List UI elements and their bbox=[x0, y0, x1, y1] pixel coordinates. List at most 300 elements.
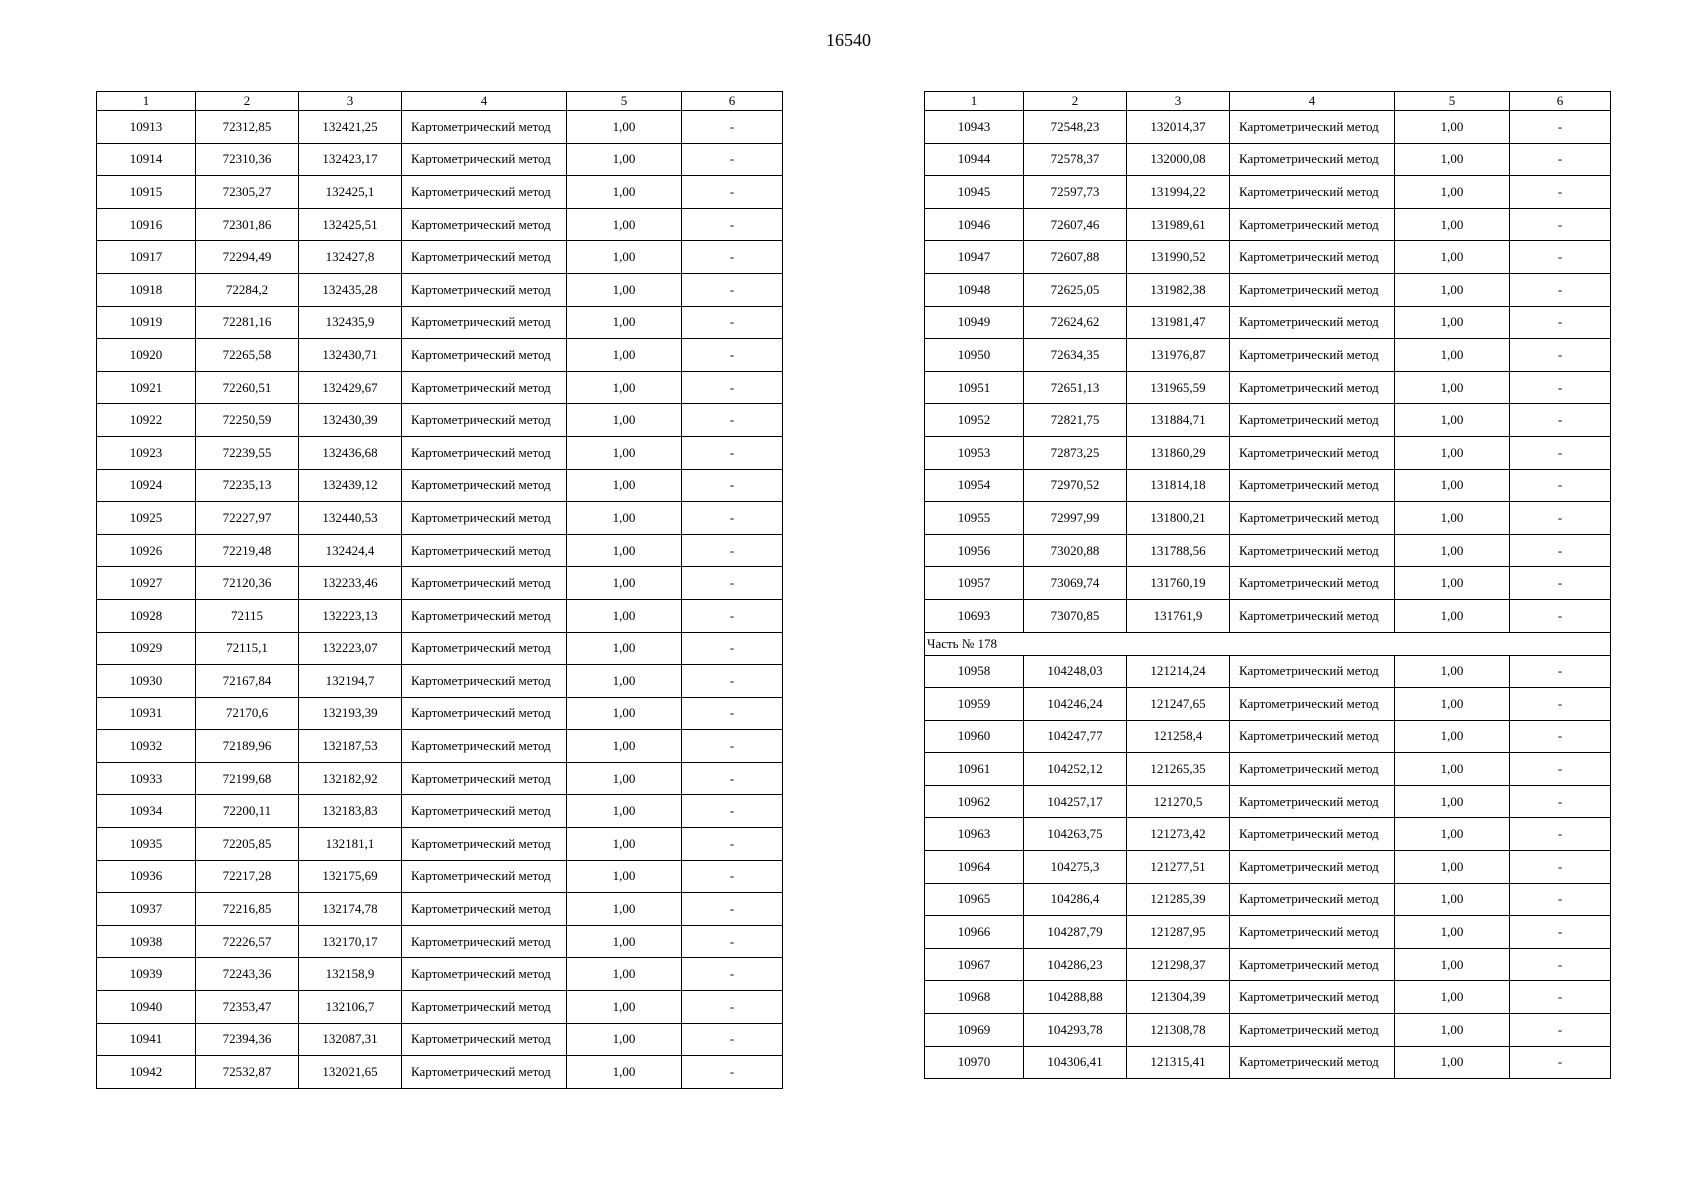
point-number-cell: 10933 bbox=[97, 762, 196, 795]
table-row bbox=[925, 883, 1611, 916]
accuracy-cell: 1,00 bbox=[567, 958, 682, 991]
x-coordinate-cell: 104248,03 bbox=[1024, 655, 1127, 688]
table-row bbox=[97, 371, 783, 404]
method-cell: Картометрический метод bbox=[1230, 981, 1395, 1014]
description-cell: - bbox=[1510, 436, 1611, 469]
table-row bbox=[97, 1023, 783, 1056]
table-row bbox=[97, 795, 783, 828]
accuracy-cell: 1,00 bbox=[1395, 753, 1510, 786]
point-number-cell: 10918 bbox=[97, 273, 196, 306]
x-coordinate-cell: 72189,96 bbox=[196, 730, 299, 763]
x-coordinate-cell: 104287,79 bbox=[1024, 916, 1127, 949]
y-coordinate-cell: 132014,37 bbox=[1127, 111, 1230, 144]
table-row bbox=[925, 436, 1611, 469]
table-row bbox=[925, 176, 1611, 209]
method-cell: Картометрический метод bbox=[1230, 567, 1395, 600]
y-coordinate-cell: 131989,61 bbox=[1127, 208, 1230, 241]
y-coordinate-cell: 131860,29 bbox=[1127, 436, 1230, 469]
y-coordinate-cell: 132421,25 bbox=[299, 111, 402, 144]
x-coordinate-cell: 72310,36 bbox=[196, 143, 299, 176]
point-number-cell: 10914 bbox=[97, 143, 196, 176]
method-cell: Картометрический метод bbox=[402, 1023, 567, 1056]
point-number-cell: 10946 bbox=[925, 208, 1024, 241]
y-coordinate-cell: 132435,28 bbox=[299, 273, 402, 306]
method-cell: Картометрический метод bbox=[1230, 404, 1395, 437]
description-cell: - bbox=[682, 339, 783, 372]
x-coordinate-cell: 73069,74 bbox=[1024, 567, 1127, 600]
accuracy-cell: 1,00 bbox=[1395, 143, 1510, 176]
table-row bbox=[97, 502, 783, 535]
point-number-cell: 10939 bbox=[97, 958, 196, 991]
header-cell: 6 bbox=[682, 92, 783, 111]
y-coordinate-cell: 121247,65 bbox=[1127, 688, 1230, 721]
accuracy-cell: 1,00 bbox=[1395, 720, 1510, 753]
y-coordinate-cell: 132435,9 bbox=[299, 306, 402, 339]
y-coordinate-cell: 132158,9 bbox=[299, 958, 402, 991]
y-coordinate-cell: 132424,4 bbox=[299, 534, 402, 567]
method-cell: Картометрический метод bbox=[1230, 241, 1395, 274]
x-coordinate-cell: 72532,87 bbox=[196, 1056, 299, 1089]
point-number-cell: 10960 bbox=[925, 720, 1024, 753]
description-cell: - bbox=[682, 567, 783, 600]
description-cell: - bbox=[682, 795, 783, 828]
table-row bbox=[925, 567, 1611, 600]
table-row bbox=[925, 273, 1611, 306]
x-coordinate-cell: 72548,23 bbox=[1024, 111, 1127, 144]
y-coordinate-cell: 121287,95 bbox=[1127, 916, 1230, 949]
x-coordinate-cell: 72216,85 bbox=[196, 893, 299, 926]
y-coordinate-cell: 121258,4 bbox=[1127, 720, 1230, 753]
y-coordinate-cell: 132223,07 bbox=[299, 632, 402, 665]
point-number-cell: 10929 bbox=[97, 632, 196, 665]
description-cell: - bbox=[1510, 688, 1611, 721]
x-coordinate-cell: 72227,97 bbox=[196, 502, 299, 535]
y-coordinate-cell: 132182,92 bbox=[299, 762, 402, 795]
y-coordinate-cell: 132425,1 bbox=[299, 176, 402, 209]
accuracy-cell: 1,00 bbox=[567, 860, 682, 893]
point-number-cell: 10959 bbox=[925, 688, 1024, 721]
method-cell: Картометрический метод bbox=[402, 762, 567, 795]
description-cell: - bbox=[1510, 1014, 1611, 1047]
method-cell: Картометрический метод bbox=[1230, 436, 1395, 469]
x-coordinate-cell: 73020,88 bbox=[1024, 534, 1127, 567]
method-cell: Картометрический метод bbox=[402, 860, 567, 893]
table-row bbox=[97, 762, 783, 795]
x-coordinate-cell: 104286,4 bbox=[1024, 883, 1127, 916]
description-cell: - bbox=[682, 665, 783, 698]
accuracy-cell: 1,00 bbox=[1395, 241, 1510, 274]
method-cell: Картометрический метод bbox=[402, 339, 567, 372]
description-cell: - bbox=[682, 860, 783, 893]
page-number: 16540 bbox=[826, 30, 871, 50]
method-cell: Картометрический метод bbox=[1230, 916, 1395, 949]
y-coordinate-cell: 121277,51 bbox=[1127, 851, 1230, 884]
x-coordinate-cell: 72394,36 bbox=[196, 1023, 299, 1056]
y-coordinate-cell: 131982,38 bbox=[1127, 273, 1230, 306]
header-cell: 1 bbox=[925, 92, 1024, 111]
point-number-cell: 10958 bbox=[925, 655, 1024, 688]
point-number-cell: 10968 bbox=[925, 981, 1024, 1014]
point-number-cell: 10948 bbox=[925, 273, 1024, 306]
table-row bbox=[97, 925, 783, 958]
method-cell: Картометрический метод bbox=[402, 893, 567, 926]
description-cell: - bbox=[682, 534, 783, 567]
header-cell: 2 bbox=[196, 92, 299, 111]
method-cell: Картометрический метод bbox=[402, 241, 567, 274]
x-coordinate-cell: 72243,36 bbox=[196, 958, 299, 991]
method-cell: Картометрический метод bbox=[402, 567, 567, 600]
description-cell: - bbox=[1510, 818, 1611, 851]
accuracy-cell: 1,00 bbox=[1395, 306, 1510, 339]
description-cell: - bbox=[682, 502, 783, 535]
y-coordinate-cell: 132436,68 bbox=[299, 436, 402, 469]
method-cell: Картометрический метод bbox=[402, 404, 567, 437]
accuracy-cell: 1,00 bbox=[1395, 176, 1510, 209]
point-number-cell: 10916 bbox=[97, 208, 196, 241]
y-coordinate-cell: 132175,69 bbox=[299, 860, 402, 893]
table-row bbox=[97, 991, 783, 1024]
accuracy-cell: 1,00 bbox=[1395, 655, 1510, 688]
x-coordinate-cell: 72205,85 bbox=[196, 828, 299, 861]
table-row bbox=[97, 111, 783, 144]
accuracy-cell: 1,00 bbox=[1395, 981, 1510, 1014]
point-number-cell: 10934 bbox=[97, 795, 196, 828]
description-cell: - bbox=[1510, 306, 1611, 339]
y-coordinate-cell: 132174,78 bbox=[299, 893, 402, 926]
point-number-cell: 10950 bbox=[925, 339, 1024, 372]
method-cell: Картометрический метод bbox=[1230, 720, 1395, 753]
y-coordinate-cell: 121308,78 bbox=[1127, 1014, 1230, 1047]
y-coordinate-cell: 132193,39 bbox=[299, 697, 402, 730]
table-row bbox=[97, 632, 783, 665]
x-coordinate-cell: 72970,52 bbox=[1024, 469, 1127, 502]
table-row bbox=[925, 208, 1611, 241]
point-number-cell: 10970 bbox=[925, 1046, 1024, 1079]
x-coordinate-cell: 104288,88 bbox=[1024, 981, 1127, 1014]
table-row bbox=[925, 469, 1611, 502]
y-coordinate-cell: 131788,56 bbox=[1127, 534, 1230, 567]
description-cell: - bbox=[1510, 534, 1611, 567]
point-number-cell: 10919 bbox=[97, 306, 196, 339]
y-coordinate-cell: 132183,83 bbox=[299, 795, 402, 828]
table-row bbox=[97, 893, 783, 926]
y-coordinate-cell: 121304,39 bbox=[1127, 981, 1230, 1014]
y-coordinate-cell: 132429,67 bbox=[299, 371, 402, 404]
y-coordinate-cell: 131990,52 bbox=[1127, 241, 1230, 274]
description-cell: - bbox=[682, 306, 783, 339]
x-coordinate-cell: 72281,16 bbox=[196, 306, 299, 339]
y-coordinate-cell: 132087,31 bbox=[299, 1023, 402, 1056]
accuracy-cell: 1,00 bbox=[1395, 883, 1510, 916]
description-cell: - bbox=[682, 371, 783, 404]
header-row bbox=[925, 92, 1611, 111]
x-coordinate-cell: 72294,49 bbox=[196, 241, 299, 274]
part-row bbox=[925, 632, 1611, 655]
table-row bbox=[97, 1056, 783, 1089]
accuracy-cell: 1,00 bbox=[1395, 785, 1510, 818]
point-number-cell: 10940 bbox=[97, 991, 196, 1024]
accuracy-cell: 1,00 bbox=[1395, 534, 1510, 567]
table-row bbox=[97, 404, 783, 437]
y-coordinate-cell: 131800,21 bbox=[1127, 502, 1230, 535]
table-row bbox=[97, 567, 783, 600]
x-coordinate-cell: 72353,47 bbox=[196, 991, 299, 1024]
y-coordinate-cell: 132440,53 bbox=[299, 502, 402, 535]
method-cell: Картометрический метод bbox=[1230, 688, 1395, 721]
method-cell: Картометрический метод bbox=[1230, 273, 1395, 306]
method-cell: Картометрический метод bbox=[402, 111, 567, 144]
point-number-cell: 10920 bbox=[97, 339, 196, 372]
description-cell: - bbox=[682, 469, 783, 502]
description-cell: - bbox=[682, 762, 783, 795]
header-cell: 1 bbox=[97, 92, 196, 111]
x-coordinate-cell: 72167,84 bbox=[196, 665, 299, 698]
description-cell: - bbox=[1510, 916, 1611, 949]
accuracy-cell: 1,00 bbox=[567, 1023, 682, 1056]
point-number-cell: 10937 bbox=[97, 893, 196, 926]
x-coordinate-cell: 104286,23 bbox=[1024, 948, 1127, 981]
point-number-cell: 10941 bbox=[97, 1023, 196, 1056]
table-row bbox=[925, 688, 1611, 721]
method-cell: Картометрический метод bbox=[402, 1056, 567, 1089]
point-number-cell: 10938 bbox=[97, 925, 196, 958]
x-coordinate-cell: 72312,85 bbox=[196, 111, 299, 144]
method-cell: Картометрический метод bbox=[1230, 1046, 1395, 1079]
header-cell: 6 bbox=[1510, 92, 1611, 111]
method-cell: Картометрический метод bbox=[1230, 502, 1395, 535]
accuracy-cell: 1,00 bbox=[1395, 273, 1510, 306]
method-cell: Картометрический метод bbox=[402, 502, 567, 535]
accuracy-cell: 1,00 bbox=[567, 665, 682, 698]
accuracy-cell: 1,00 bbox=[567, 893, 682, 926]
table-row bbox=[925, 371, 1611, 404]
x-coordinate-cell: 104275,3 bbox=[1024, 851, 1127, 884]
y-coordinate-cell: 132187,53 bbox=[299, 730, 402, 763]
table-row bbox=[925, 599, 1611, 632]
table-row bbox=[97, 665, 783, 698]
y-coordinate-cell: 121270,5 bbox=[1127, 785, 1230, 818]
x-coordinate-cell: 73070,85 bbox=[1024, 599, 1127, 632]
header-cell: 5 bbox=[567, 92, 682, 111]
description-cell: - bbox=[1510, 883, 1611, 916]
point-number-cell: 10951 bbox=[925, 371, 1024, 404]
y-coordinate-cell: 132233,46 bbox=[299, 567, 402, 600]
accuracy-cell: 1,00 bbox=[567, 1056, 682, 1089]
accuracy-cell: 1,00 bbox=[567, 925, 682, 958]
x-coordinate-cell: 72170,6 bbox=[196, 697, 299, 730]
point-number-cell: 10952 bbox=[925, 404, 1024, 437]
description-cell: - bbox=[1510, 143, 1611, 176]
accuracy-cell: 1,00 bbox=[567, 143, 682, 176]
y-coordinate-cell: 132430,71 bbox=[299, 339, 402, 372]
x-coordinate-cell: 104306,41 bbox=[1024, 1046, 1127, 1079]
accuracy-cell: 1,00 bbox=[1395, 502, 1510, 535]
point-number-cell: 10945 bbox=[925, 176, 1024, 209]
description-cell: - bbox=[682, 176, 783, 209]
table-row bbox=[97, 730, 783, 763]
x-coordinate-cell: 72250,59 bbox=[196, 404, 299, 437]
point-number-cell: 10930 bbox=[97, 665, 196, 698]
accuracy-cell: 1,00 bbox=[567, 208, 682, 241]
method-cell: Картометрический метод bbox=[1230, 655, 1395, 688]
accuracy-cell: 1,00 bbox=[567, 339, 682, 372]
accuracy-cell: 1,00 bbox=[1395, 1014, 1510, 1047]
y-coordinate-cell: 121214,24 bbox=[1127, 655, 1230, 688]
y-coordinate-cell: 121298,37 bbox=[1127, 948, 1230, 981]
point-number-cell: 10924 bbox=[97, 469, 196, 502]
method-cell: Картометрический метод bbox=[1230, 883, 1395, 916]
x-coordinate-cell: 72873,25 bbox=[1024, 436, 1127, 469]
point-number-cell: 10953 bbox=[925, 436, 1024, 469]
description-cell: - bbox=[682, 991, 783, 1024]
point-number-cell: 10935 bbox=[97, 828, 196, 861]
accuracy-cell: 1,00 bbox=[1395, 208, 1510, 241]
accuracy-cell: 1,00 bbox=[567, 632, 682, 665]
accuracy-cell: 1,00 bbox=[567, 697, 682, 730]
point-number-cell: 10962 bbox=[925, 785, 1024, 818]
method-cell: Картометрический метод bbox=[402, 371, 567, 404]
accuracy-cell: 1,00 bbox=[567, 273, 682, 306]
accuracy-cell: 1,00 bbox=[567, 404, 682, 437]
accuracy-cell: 1,00 bbox=[567, 469, 682, 502]
description-cell: - bbox=[682, 893, 783, 926]
table-row bbox=[925, 1014, 1611, 1047]
description-cell: - bbox=[682, 828, 783, 861]
x-coordinate-cell: 72226,57 bbox=[196, 925, 299, 958]
method-cell: Картометрический метод bbox=[402, 306, 567, 339]
point-number-cell: 10693 bbox=[925, 599, 1024, 632]
y-coordinate-cell: 132427,8 bbox=[299, 241, 402, 274]
header-cell: 3 bbox=[299, 92, 402, 111]
description-cell: - bbox=[682, 697, 783, 730]
description-cell: - bbox=[682, 599, 783, 632]
table-row bbox=[97, 958, 783, 991]
description-cell: - bbox=[682, 208, 783, 241]
x-coordinate-cell: 72305,27 bbox=[196, 176, 299, 209]
x-coordinate-cell: 72115,1 bbox=[196, 632, 299, 665]
table-row bbox=[925, 818, 1611, 851]
description-cell: - bbox=[1510, 176, 1611, 209]
x-coordinate-cell: 72265,58 bbox=[196, 339, 299, 372]
method-cell: Картометрический метод bbox=[402, 599, 567, 632]
accuracy-cell: 1,00 bbox=[1395, 948, 1510, 981]
point-number-cell: 10921 bbox=[97, 371, 196, 404]
method-cell: Картометрический метод bbox=[402, 697, 567, 730]
y-coordinate-cell: 121285,39 bbox=[1127, 883, 1230, 916]
y-coordinate-cell: 132439,12 bbox=[299, 469, 402, 502]
description-cell: - bbox=[1510, 371, 1611, 404]
point-number-cell: 10922 bbox=[97, 404, 196, 437]
description-cell: - bbox=[682, 143, 783, 176]
y-coordinate-cell: 132170,17 bbox=[299, 925, 402, 958]
point-number-cell: 10942 bbox=[97, 1056, 196, 1089]
description-cell: - bbox=[682, 958, 783, 991]
accuracy-cell: 1,00 bbox=[567, 762, 682, 795]
point-number-cell: 10943 bbox=[925, 111, 1024, 144]
x-coordinate-cell: 72235,13 bbox=[196, 469, 299, 502]
x-coordinate-cell: 72997,99 bbox=[1024, 502, 1127, 535]
table-row bbox=[97, 273, 783, 306]
description-cell: - bbox=[1510, 404, 1611, 437]
y-coordinate-cell: 132106,7 bbox=[299, 991, 402, 1024]
y-coordinate-cell: 131814,18 bbox=[1127, 469, 1230, 502]
description-cell: - bbox=[682, 241, 783, 274]
header-cell: 5 bbox=[1395, 92, 1510, 111]
y-coordinate-cell: 131884,71 bbox=[1127, 404, 1230, 437]
x-coordinate-cell: 72260,51 bbox=[196, 371, 299, 404]
x-coordinate-cell: 104293,78 bbox=[1024, 1014, 1127, 1047]
description-cell: - bbox=[682, 1023, 783, 1056]
x-coordinate-cell: 72284,2 bbox=[196, 273, 299, 306]
x-coordinate-cell: 72199,68 bbox=[196, 762, 299, 795]
accuracy-cell: 1,00 bbox=[1395, 599, 1510, 632]
point-number-cell: 10965 bbox=[925, 883, 1024, 916]
table-row bbox=[97, 176, 783, 209]
header-cell: 4 bbox=[402, 92, 567, 111]
x-coordinate-cell: 72301,86 bbox=[196, 208, 299, 241]
header-row bbox=[97, 92, 783, 111]
x-coordinate-cell: 104263,75 bbox=[1024, 818, 1127, 851]
x-coordinate-cell: 72634,35 bbox=[1024, 339, 1127, 372]
method-cell: Картометрический метод bbox=[1230, 306, 1395, 339]
method-cell: Картометрический метод bbox=[402, 991, 567, 1024]
method-cell: Картометрический метод bbox=[402, 958, 567, 991]
description-cell: - bbox=[1510, 948, 1611, 981]
description-cell: - bbox=[1510, 599, 1611, 632]
point-number-cell: 10927 bbox=[97, 567, 196, 600]
table-row bbox=[925, 948, 1611, 981]
x-coordinate-cell: 72597,73 bbox=[1024, 176, 1127, 209]
accuracy-cell: 1,00 bbox=[567, 436, 682, 469]
accuracy-cell: 1,00 bbox=[567, 567, 682, 600]
y-coordinate-cell: 131981,47 bbox=[1127, 306, 1230, 339]
x-coordinate-cell: 72578,37 bbox=[1024, 143, 1127, 176]
description-cell: - bbox=[1510, 502, 1611, 535]
table-row bbox=[97, 306, 783, 339]
point-number-cell: 10957 bbox=[925, 567, 1024, 600]
method-cell: Картометрический метод bbox=[402, 143, 567, 176]
point-number-cell: 10928 bbox=[97, 599, 196, 632]
description-cell: - bbox=[1510, 273, 1611, 306]
table-row bbox=[97, 697, 783, 730]
x-coordinate-cell: 72115 bbox=[196, 599, 299, 632]
description-cell: - bbox=[682, 1056, 783, 1089]
method-cell: Картометрический метод bbox=[1230, 534, 1395, 567]
accuracy-cell: 1,00 bbox=[1395, 567, 1510, 600]
x-coordinate-cell: 104247,77 bbox=[1024, 720, 1127, 753]
description-cell: - bbox=[1510, 655, 1611, 688]
method-cell: Картометрический метод bbox=[1230, 208, 1395, 241]
coordinates-table-right bbox=[924, 91, 1611, 1079]
point-number-cell: 10932 bbox=[97, 730, 196, 763]
table-row bbox=[97, 828, 783, 861]
table-row bbox=[925, 534, 1611, 567]
method-cell: Картометрический метод bbox=[402, 534, 567, 567]
table-row bbox=[97, 436, 783, 469]
point-number-cell: 10964 bbox=[925, 851, 1024, 884]
y-coordinate-cell: 131994,22 bbox=[1127, 176, 1230, 209]
point-number-cell: 10923 bbox=[97, 436, 196, 469]
table-row bbox=[97, 534, 783, 567]
x-coordinate-cell: 72217,28 bbox=[196, 860, 299, 893]
y-coordinate-cell: 132423,17 bbox=[299, 143, 402, 176]
x-coordinate-cell: 72821,75 bbox=[1024, 404, 1127, 437]
y-coordinate-cell: 132181,1 bbox=[299, 828, 402, 861]
method-cell: Картометрический метод bbox=[402, 795, 567, 828]
table-row bbox=[925, 851, 1611, 884]
x-coordinate-cell: 72607,46 bbox=[1024, 208, 1127, 241]
accuracy-cell: 1,00 bbox=[567, 111, 682, 144]
